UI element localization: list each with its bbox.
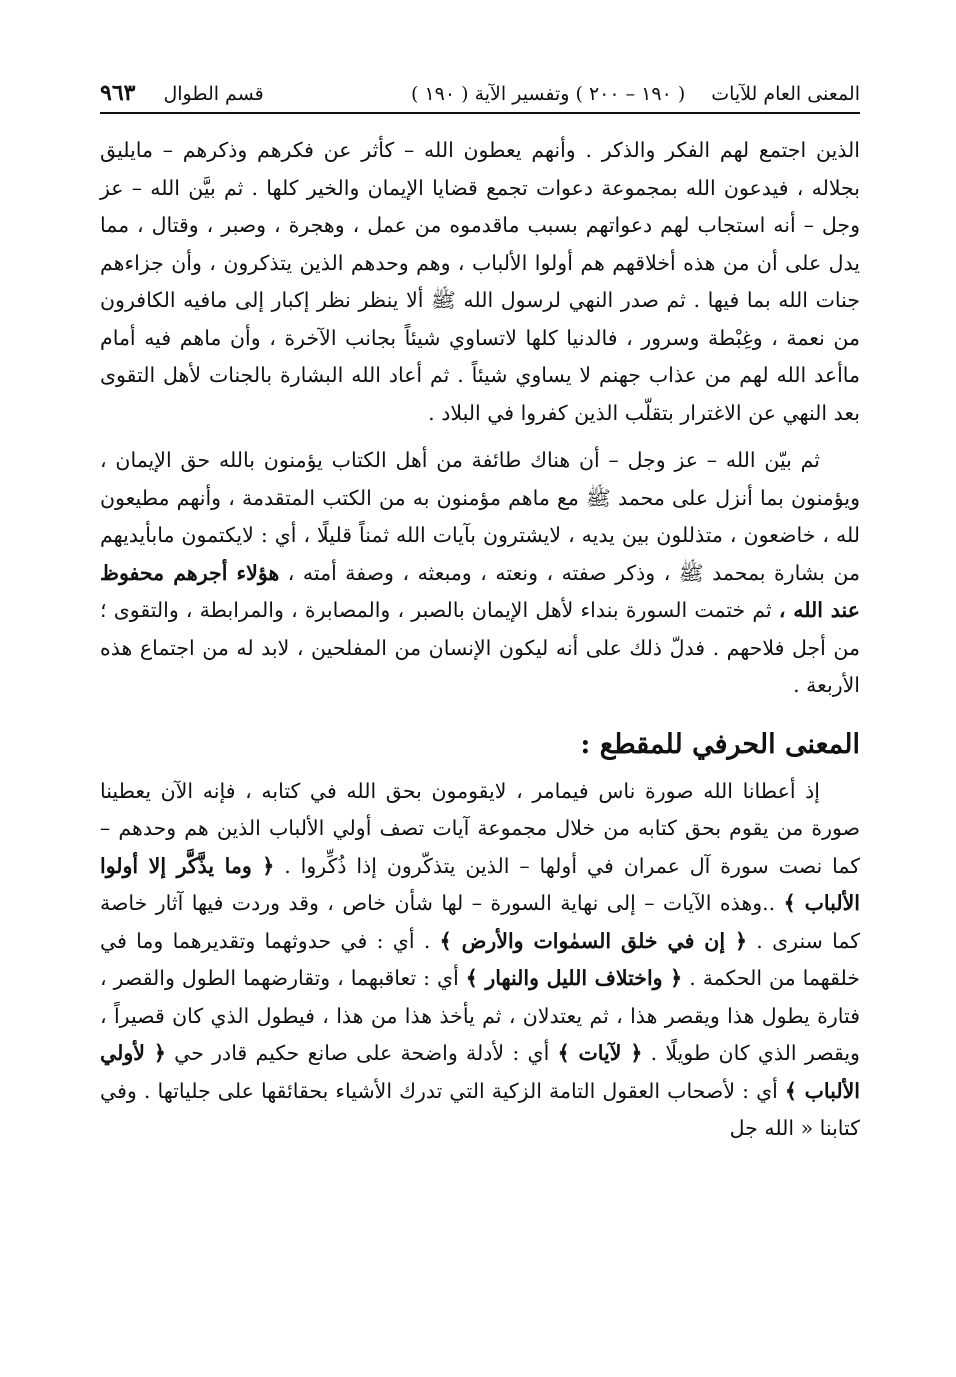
quran-quote-2: ﴿ إن في خلق السمٰوات والأرض ﴾ (439, 928, 747, 953)
page-number: ٩٦٣ (100, 80, 136, 106)
p3-text-5: أي : لأدلة واضحة على صانع حكيم قادر حي (174, 1041, 550, 1065)
p2-bold-text: هؤلاء أجرهم محفوظ عند الله ، (100, 560, 860, 622)
section-heading: المعنى الحرفي للمقطع : (580, 728, 860, 760)
quran-quote-4: ﴿ لآيات ﴾ (557, 1041, 643, 1065)
p2-text-a: ثم بيّن الله – عز وجل – أن هناك طائفة من أهل الكتاب يؤمنون بالله حق الإيمان ، ويؤمنون بما أنزل على محمد ﷺ مع ماهم مؤمنون به من الكتب المتقدمة ، وأنهم مطيعون لله ، خاضعون ، متذللون بين يديه ، لايشترون بآيات الله ثمناً قليلًا ، أي : لايكتمون مابأيديهم من بشارة بمحمد ﷺ ، وذكر صفته ، ونعته ، ومبعثه ، وصفة أمته ، (100, 448, 860, 585)
quran-quote-5: ﴿ لأولي الألباب ﴾ (100, 1041, 860, 1103)
header-right (411, 83, 860, 105)
book-title: المعنى العام للآيات (711, 83, 860, 105)
quran-quote-1: ﴿ وما يذَّكَّر إلا أولوا الألباب ﴾ (100, 853, 860, 915)
p3-text-6: أي : لأصحاب العقول التامة الزكية التي تدرك الأشياء بحقائقها على جلياتها . وفي كتابنا « الله جل (100, 1078, 860, 1140)
quran-quote-3: ﴿ واختلاف الليل والنهار ﴾ (465, 966, 683, 990)
paragraph-literal-meaning (100, 773, 860, 1148)
p3-text-3: . أي : في حدوثهما وتقديرهما وما في خلقهما من الحكمة . (100, 928, 860, 990)
verses-range: ( ١٩٠ – ٢٠٠ ) وتفسير الآية ( ١٩٠ ) (411, 83, 686, 105)
section-name: قسم الطوال (163, 83, 264, 105)
p2-text-b: ثم ختمت السورة بنداء لأهل الإيمان بالصبر ، والمصابرة ، والمرابطة ، والتقوى ؛ من أجل فلاحهم . فدلّ ذلك على أنه ليكون الإنسان من المفلحين ، لابد له من اجتماع هذه الأربعة . (100, 598, 860, 697)
header-left (100, 80, 264, 106)
p3-text-4: أي : تعاقبهما ، وتقارضهما الطول والقصر ، فتارة يطول هذا ويقصر هذا ، ثم يعتدلان ، ثم يأخذ هذا من هذا ، فيطول الذي كان قصيراً ، ويقصر الذي كان طويلًا . (100, 966, 860, 1065)
p3-text-2: ..وهذه الآيات – إلى نهاية السورة – لها شأن خاص ، وقد وردت فيها آثار خاصة كما سنرى . (100, 891, 860, 953)
paragraph-summary-1: الذين اجتمع لهم الفكر والذكر . وأنهم يعطون الله – كأثر عن فكرهم وذكرهم – مايليق بجلاله ، فيدعون الله بمجموعة دعوات تجمع قضايا الإيمان والخير كلها . ثم بيَّن الله – عز وجل – أنه استجاب لهم دعواتهم بسبب ماقدموه من عمل ، وهجرة ، وصبر ، وقتال ، مما يدل على أن من هذه أخلاقهم هم أولوا الألباب ، وهم وحدهم الذين يتذكرون ، وأن جزاءهم جنات الله بما فيها . ثم صدر النهي لرسول الله ﷺ ألا ينظر نظر إكبار إلى مافيه الكافرون من نعمة ، وغِبْطة وسرور ، فالدنيا كلها لاتساوي شيئاً بجانب الآخرة ، وأن ماهم فيه أمام ماأعد الله لهم من عذاب جهنم لا يساوي شيئاً . ثم أعاد الله البشارة بالجنات لأهل التقوى بعد النهي عن الاغترار بتقلّب الذين كفروا في البلاد . (100, 138, 860, 425)
page-header (100, 80, 860, 114)
paragraph-summary-2 (100, 442, 860, 705)
p3-text-1: إذ أعطانا الله صورة ناس فيمامر ، لايقومون بحق الله في كتابه ، فإنه الآن يعطينا صورة من يقوم بحق كتابه من خلال مجموعة آيات تصف أولي الألباب الذين هم وحدهم – كما نصت سورة آل عمران في أولها – الذين يتذكّرون إذا ذُكِّروا . (100, 778, 860, 878)
book-page (100, 80, 860, 1148)
